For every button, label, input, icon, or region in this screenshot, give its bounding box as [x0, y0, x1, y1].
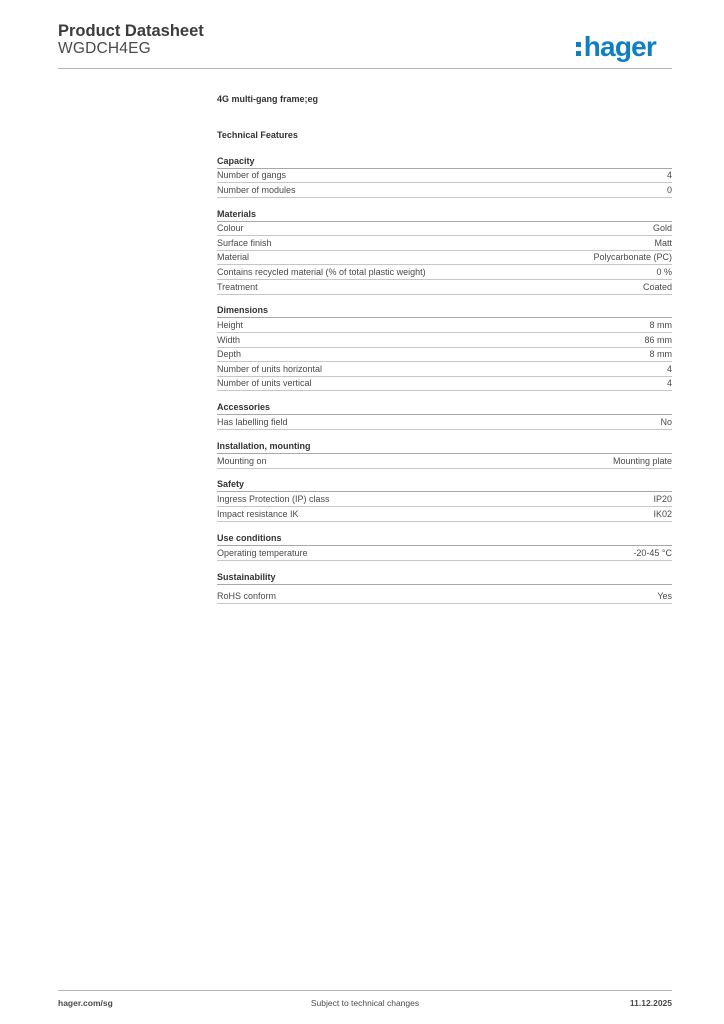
- spec-value: 0 %: [656, 267, 672, 277]
- logo-colon-icon: [576, 42, 581, 56]
- spec-row: [217, 454, 672, 469]
- footer-divider: [58, 990, 672, 991]
- spec-value: 4: [666, 170, 672, 180]
- spec-value: IK02: [653, 509, 672, 519]
- spec-row: [217, 492, 672, 507]
- page-header: [58, 20, 672, 70]
- section-title-materials: Materials: [217, 208, 672, 222]
- section-title-use-conditions: Use conditions: [217, 532, 672, 546]
- spec-label: Impact resistance IK: [217, 509, 299, 519]
- spec-label: Number of units horizontal: [217, 364, 323, 374]
- spec-value: Coated: [642, 282, 672, 292]
- spec-row: [217, 280, 672, 295]
- page-footer: [58, 998, 672, 1012]
- spec-row: [217, 376, 672, 391]
- footer-date: 11.12.2025: [629, 998, 672, 1008]
- spec-label: Number of gangs: [217, 170, 287, 180]
- section-title-safety: Safety: [217, 478, 672, 492]
- document-title: Product Datasheet: [58, 22, 204, 40]
- spec-row: [217, 333, 672, 348]
- spec-label: Contains recycled material (% of total plastic weight): [217, 267, 426, 277]
- spec-label: Surface finish: [217, 238, 272, 248]
- spec-row: [217, 507, 672, 522]
- spec-row: [217, 362, 672, 377]
- spec-value: Polycarbonate (PC): [593, 252, 672, 262]
- spec-value: Gold: [652, 223, 672, 233]
- spec-label: Has labelling field: [217, 417, 288, 427]
- spec-label: Material: [217, 252, 250, 262]
- spec-row: [217, 265, 672, 280]
- hager-logo: [576, 32, 656, 62]
- spec-value: 8 mm: [649, 320, 672, 330]
- spec-row: [217, 415, 672, 430]
- spec-label: Number of modules: [217, 185, 296, 195]
- header-divider: [58, 68, 672, 69]
- spec-row: [217, 168, 672, 183]
- section-title-accessories: Accessories: [217, 401, 672, 415]
- spec-row: [217, 589, 672, 604]
- spec-label: Depth: [217, 349, 242, 359]
- spec-row: [217, 347, 672, 362]
- spec-row: [217, 221, 672, 236]
- spec-label: Treatment: [217, 282, 258, 292]
- spec-value: 0: [666, 185, 672, 195]
- spec-value: -20-45 °C: [633, 548, 672, 558]
- spec-label: Height: [217, 320, 244, 330]
- spec-row: [217, 546, 672, 561]
- spec-value: No: [660, 417, 672, 427]
- spec-value: IP20: [653, 494, 672, 504]
- spec-label: Operating temperature: [217, 548, 308, 558]
- footer-website-link[interactable]: hager.com/sg: [58, 998, 113, 1008]
- spec-value: 4: [666, 364, 672, 374]
- spec-label: RoHS conform: [217, 591, 277, 601]
- logo-text: hager: [583, 31, 656, 62]
- section-title-sustainability: Sustainability: [217, 571, 672, 585]
- product-code: WGDCH4EG: [58, 40, 151, 57]
- spec-value: Yes: [657, 591, 672, 601]
- spec-row: [217, 250, 672, 265]
- product-description: 4G multi-gang frame;eg: [217, 94, 319, 104]
- footer-notice: Subject to technical changes: [310, 998, 420, 1008]
- spec-label: Width: [217, 335, 241, 345]
- spec-row: [217, 183, 672, 198]
- spec-label: Ingress Protection (IP) class: [217, 494, 330, 504]
- spec-row: [217, 236, 672, 251]
- spec-value: 8 mm: [649, 349, 672, 359]
- spec-row: [217, 318, 672, 333]
- spec-value: 4: [666, 378, 672, 388]
- section-title-installation: Installation, mounting: [217, 440, 672, 454]
- section-title-capacity: Capacity: [217, 155, 672, 169]
- spec-label: Mounting on: [217, 456, 267, 466]
- spec-value: 86 mm: [644, 335, 672, 345]
- section-title-dimensions: Dimensions: [217, 304, 672, 318]
- spec-label: Number of units vertical: [217, 378, 312, 388]
- spec-value: Mounting plate: [612, 456, 672, 466]
- technical-features-heading: Technical Features: [217, 130, 298, 140]
- spec-label: Colour: [217, 223, 244, 233]
- spec-value: Matt: [654, 238, 672, 248]
